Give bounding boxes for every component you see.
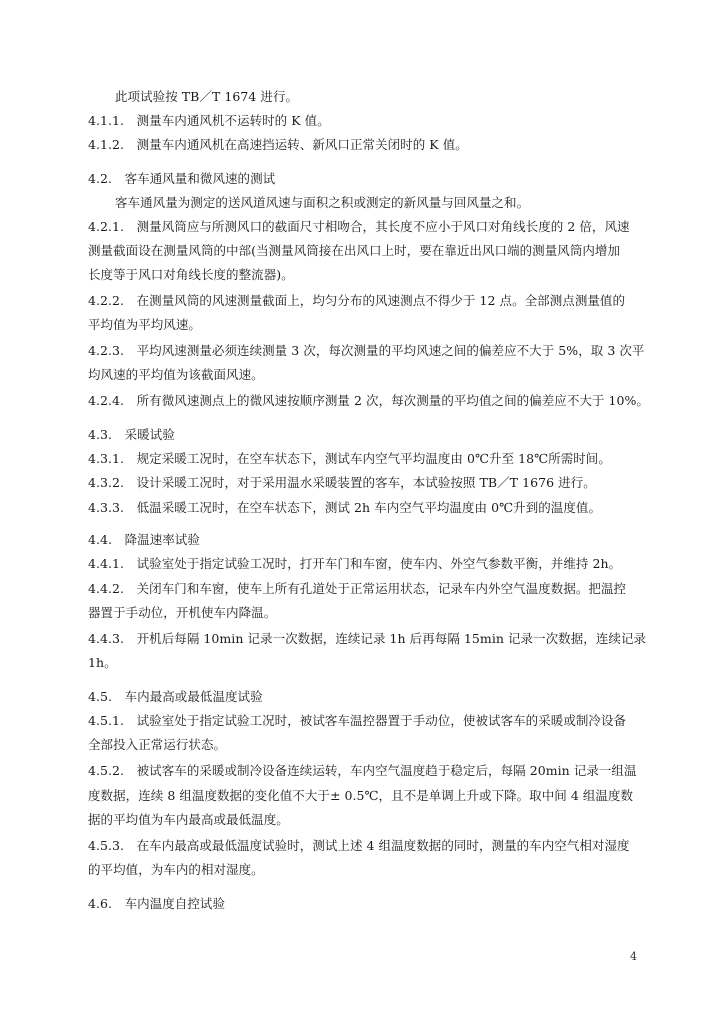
text-line: 4.5.3. 在车内最高或最低温度试验时，测试上述 4 组温度数据的同时，测量的车内空气相对湿度 (88, 838, 630, 853)
text-line: 度数据，连续 8 组温度数据的变化值不大于± 0.5℃，且不是单调上升或下降。取中间 4 组温度数 (88, 788, 634, 803)
section-heading: 4.3. 采暖试验 (88, 427, 175, 442)
text-line: 客车通风量为测定的送风道风速与面积之积或测定的新风量与回风量之和。 (115, 195, 530, 210)
text-line: 4.5.2. 被试客车的采暖或制冷设备连续运转，车内空气温度趋于稳定后，每隔 20min 记录一组温 (88, 763, 637, 778)
text-line: 的平均值，为车内的相对湿度。 (88, 862, 264, 877)
text-line: 4.4.1. 试验室处于指定试验工况时，打开车门和车窗，使车内、外空气参数平衡，并维持 2h。 (88, 556, 622, 571)
text-line: 平均值为平均风速。 (88, 317, 201, 332)
text-line: 1h。 (88, 655, 117, 670)
text-line: 4.2.1. 测量风筒应与所测风口的截面尺寸相吻合，其长度不应小于风口对角线长度的 2 倍，风速 (88, 219, 630, 234)
section-heading: 4.4. 降温速率试验 (88, 532, 200, 547)
text-line: 4.3.2. 设计采暖工况时，对于采用温水采暖装置的客车，本试验按照 TB／T 1676 进行。 (88, 475, 596, 490)
section-heading: 4.5. 车内最高或最低温度试验 (88, 689, 263, 704)
text-line: 器置于手动位，开机使车内降温。 (88, 605, 277, 620)
text-line: 长度等于风口对角线长度的整流器)。 (88, 267, 294, 282)
text-line: 4.5.1. 试验室处于指定试验工况时，被试客车温控器置于手动位，使被试客车的采暖或制冷设备 (88, 713, 627, 728)
text-line: 4.1.2. 测量车内通风机在高速挡运转、新风口正常关闭时的 K 值。 (88, 137, 468, 152)
section-heading: 4.6. 车内温度自控试验 (88, 896, 226, 911)
text-line: 测量截面设在测量风筒的中部(当测量风筒接在出风口上时，要在靠近出风口端的测量风筒内增加 (88, 243, 621, 258)
text-line: 4.1.1. 测量车内通风机不运转时的 K 值。 (88, 113, 330, 128)
text-line: 4.3.1. 规定采暖工况时，在空车状态下，测试车内空气平均温度由 0℃升至 18℃所需时间。 (88, 451, 611, 466)
text-line: 此项试验按 TB／T 1674 进行。 (115, 89, 299, 104)
text-line: 均风速的平均值为该截面风速。 (88, 367, 264, 382)
text-line: 4.3.3. 低温采暖工况时，在空车状态下，测试 2h 车内空气平均温度由 0℃升到的温度值。 (88, 500, 601, 515)
page-number: 4 (630, 950, 637, 963)
text-line: 据的平均值为车内最高或最低温度。 (88, 812, 289, 827)
text-line: 4.2.3. 平均风速测量必须连续测量 3 次，每次测量的平均风速之间的偏差应不大于 5%，取 3 次平 (88, 343, 645, 358)
text-line: 全部投入正常运行状态。 (88, 737, 227, 752)
text-line: 4.2.2. 在测量风筒的风速测量截面上，均匀分布的风速测点不得少于 12 点。全部测点测量值的 (88, 293, 626, 308)
text-line: 4.4.3. 开机后每隔 10min 记录一次数据，连续记录 1h 后再每隔 15min 记录一次数据，连续记录 (88, 631, 647, 646)
text-line: 4.4.2. 关闭车门和车窗，使车上所有孔道处于正常运用状态，记录车内外空气温度数据。把温控 (88, 581, 627, 596)
section-heading: 4.2. 客车通风量和微风速的测试 (88, 171, 276, 186)
text-line: 4.2.4. 所有微风速测点上的微风速按顺序测量 2 次，每次测量的平均值之间的偏差应不大于 10%。 (88, 393, 649, 408)
